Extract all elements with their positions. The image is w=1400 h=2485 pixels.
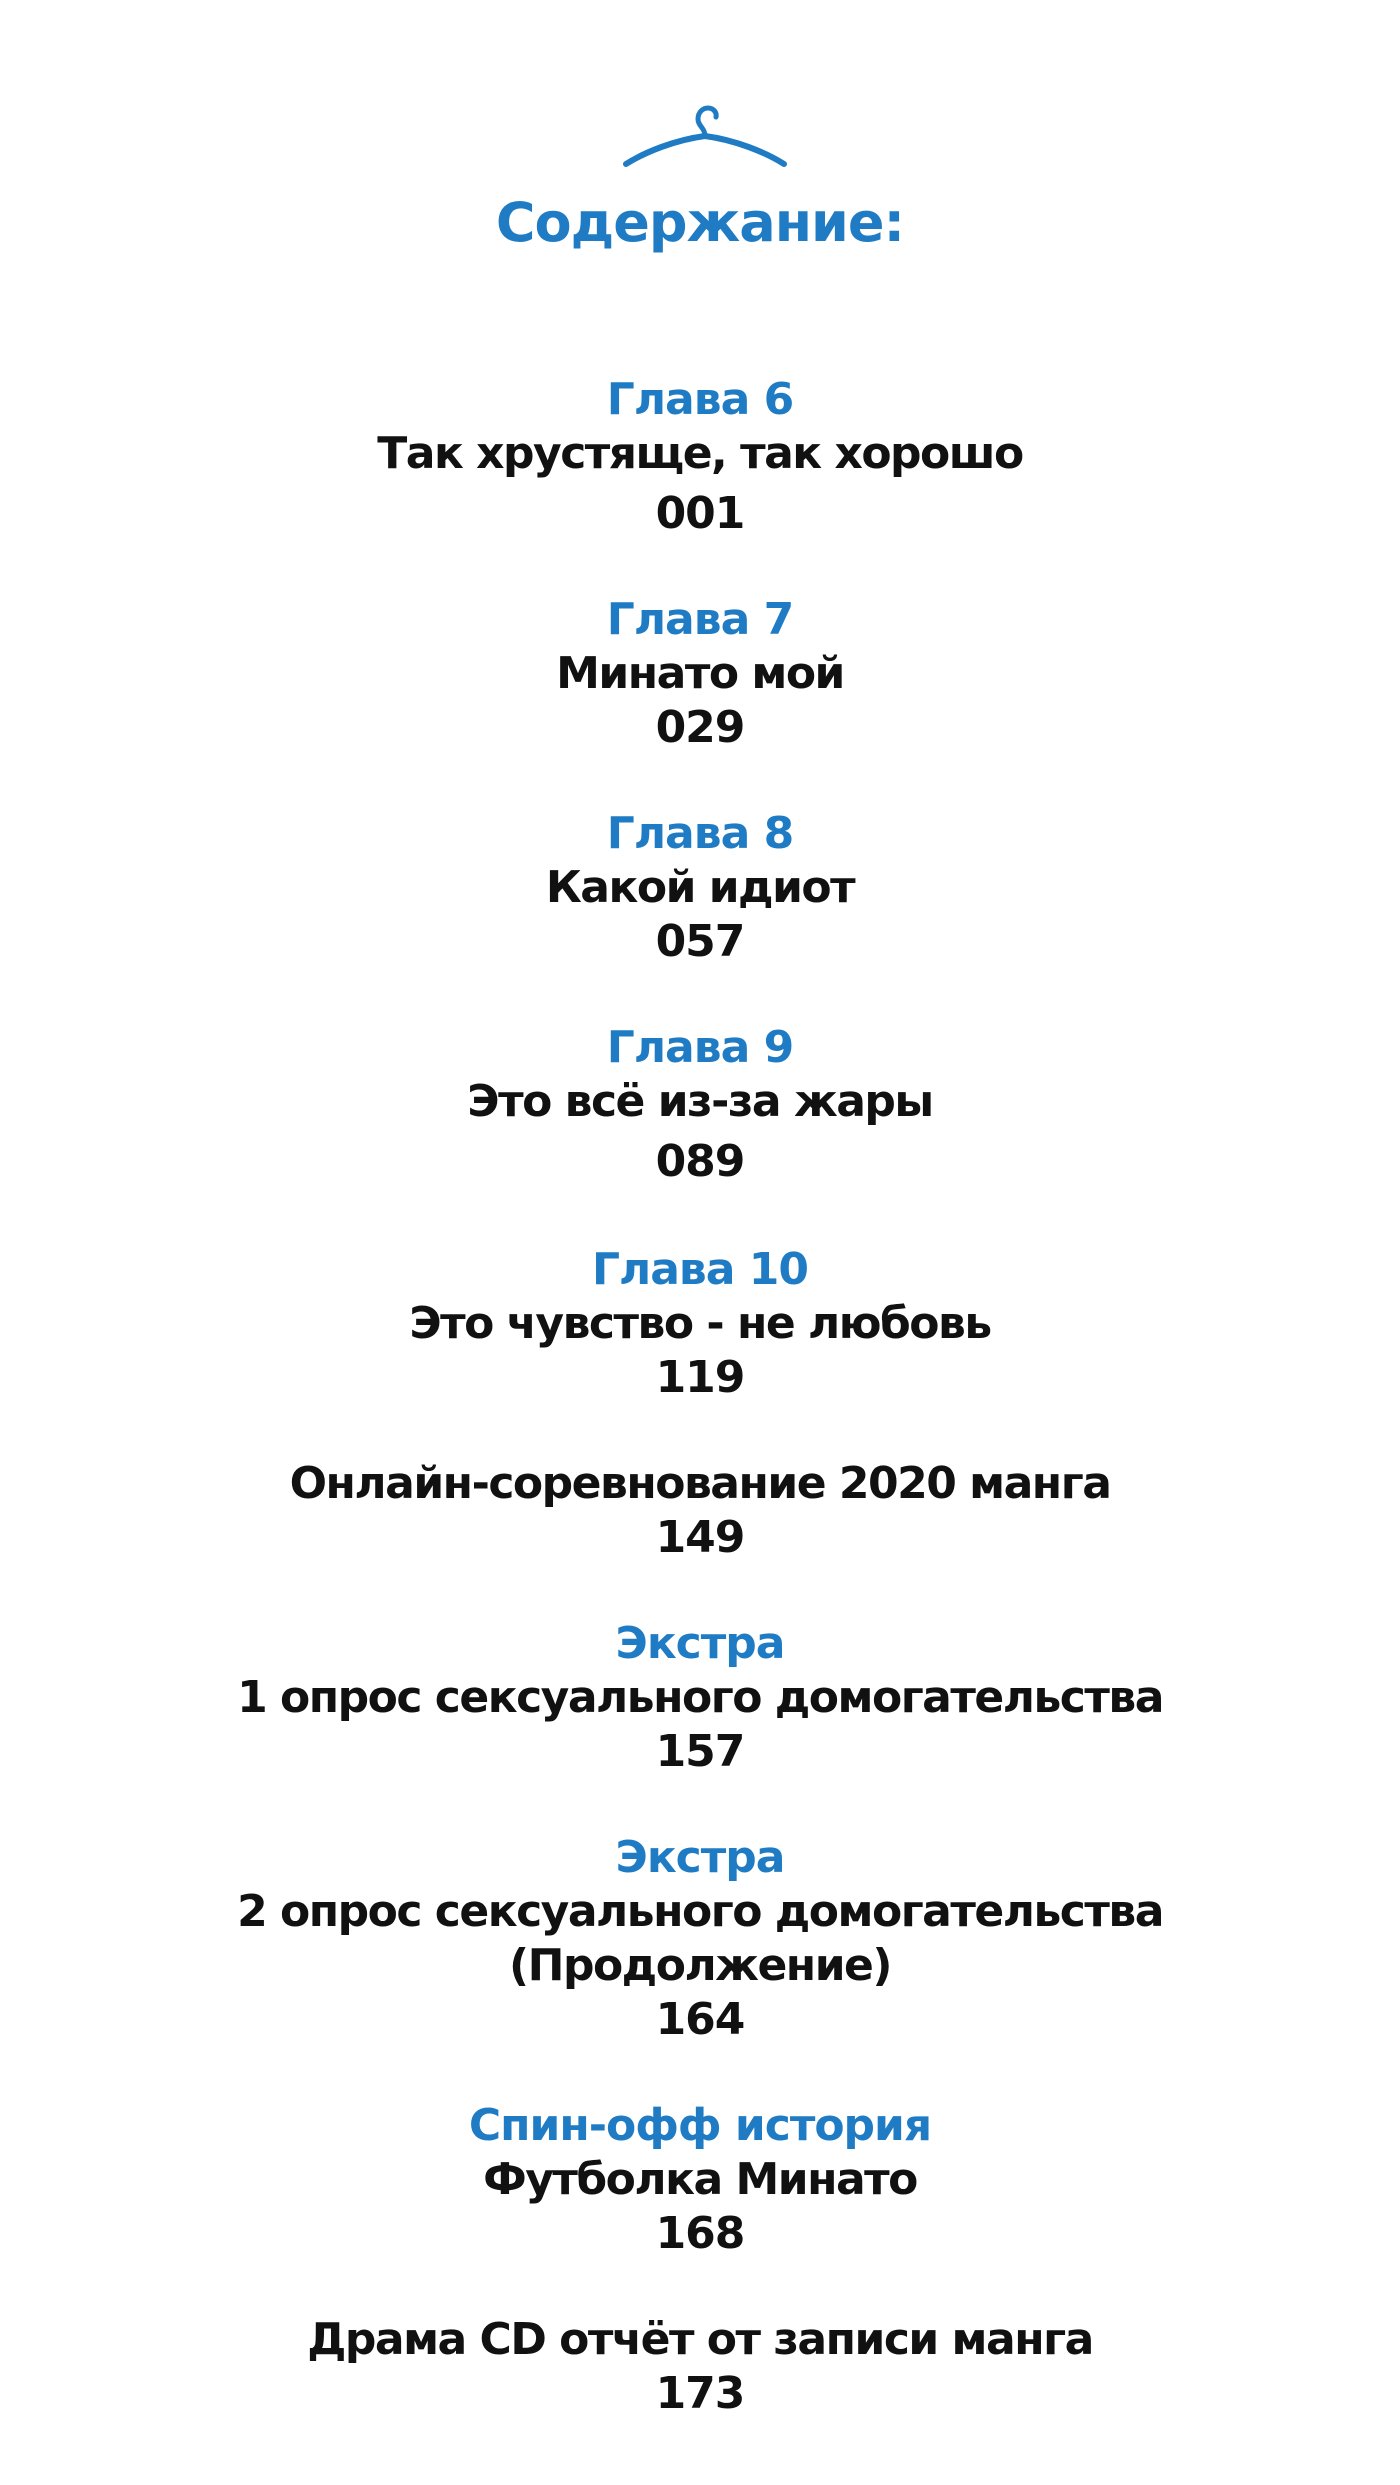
page-number: 168 <box>655 2208 745 2259</box>
chapter-title: Онлайн-соревнование 2020 манга <box>289 1458 1111 1509</box>
toc-entry-3 <box>0 807 1400 969</box>
page-number: 173 <box>655 2368 745 2419</box>
chapter-title: Так хрустяще, так хорошо <box>377 428 1023 479</box>
page-number: 164 <box>655 1994 745 2045</box>
toc-entry-5 <box>0 1243 1400 1405</box>
page-number: 001 <box>655 488 745 539</box>
chapter-title: Это всё из-за жары <box>467 1076 933 1127</box>
chapter-title: Какой идиот <box>545 862 855 913</box>
toc-entry-10 <box>0 2313 1400 2421</box>
chapter-label: Глава 8 <box>606 808 794 859</box>
page-number: 157 <box>655 1726 745 1777</box>
chapter-label: Экстра <box>615 1832 785 1883</box>
page-number: 119 <box>655 1352 745 1403</box>
hanger-icon <box>620 100 790 170</box>
chapter-title: 2 опрос сексуального домогательства <box>237 1886 1163 1937</box>
chapter-title: Минато мой <box>556 648 844 699</box>
page-number: 029 <box>655 702 745 753</box>
chapter-title: Это чувство - не любовь <box>409 1298 991 1349</box>
chapter-label: Глава 10 <box>591 1244 809 1295</box>
chapter-title: Футболка Минато <box>483 2154 917 2205</box>
toc-entry-1 <box>0 373 1400 541</box>
chapter-label: Глава 9 <box>606 1022 794 1073</box>
chapter-title: Драма CD отчёт от записи манга <box>307 2314 1093 2365</box>
chapter-title: 1 опрос сексуального домогательства <box>237 1672 1163 1723</box>
toc-entry-9 <box>0 2099 1400 2261</box>
toc-entry-8 <box>0 1831 1400 2047</box>
page-number: 089 <box>655 1136 745 1187</box>
page-title: Содержание: <box>495 191 905 254</box>
chapter-label: Спин-офф история <box>468 2100 932 2151</box>
page-number: 057 <box>655 916 745 967</box>
chapter-title-continued: (Продолжение) <box>509 1940 891 1991</box>
chapter-label: Экстра <box>615 1618 785 1669</box>
chapter-label: Глава 7 <box>606 594 794 645</box>
toc-entry-2 <box>0 593 1400 755</box>
page-number: 149 <box>655 1512 745 1563</box>
chapter-label: Глава 6 <box>606 374 794 425</box>
toc-entry-4 <box>0 1021 1400 1189</box>
toc-entry-6 <box>0 1457 1400 1565</box>
toc-entry-7 <box>0 1617 1400 1779</box>
